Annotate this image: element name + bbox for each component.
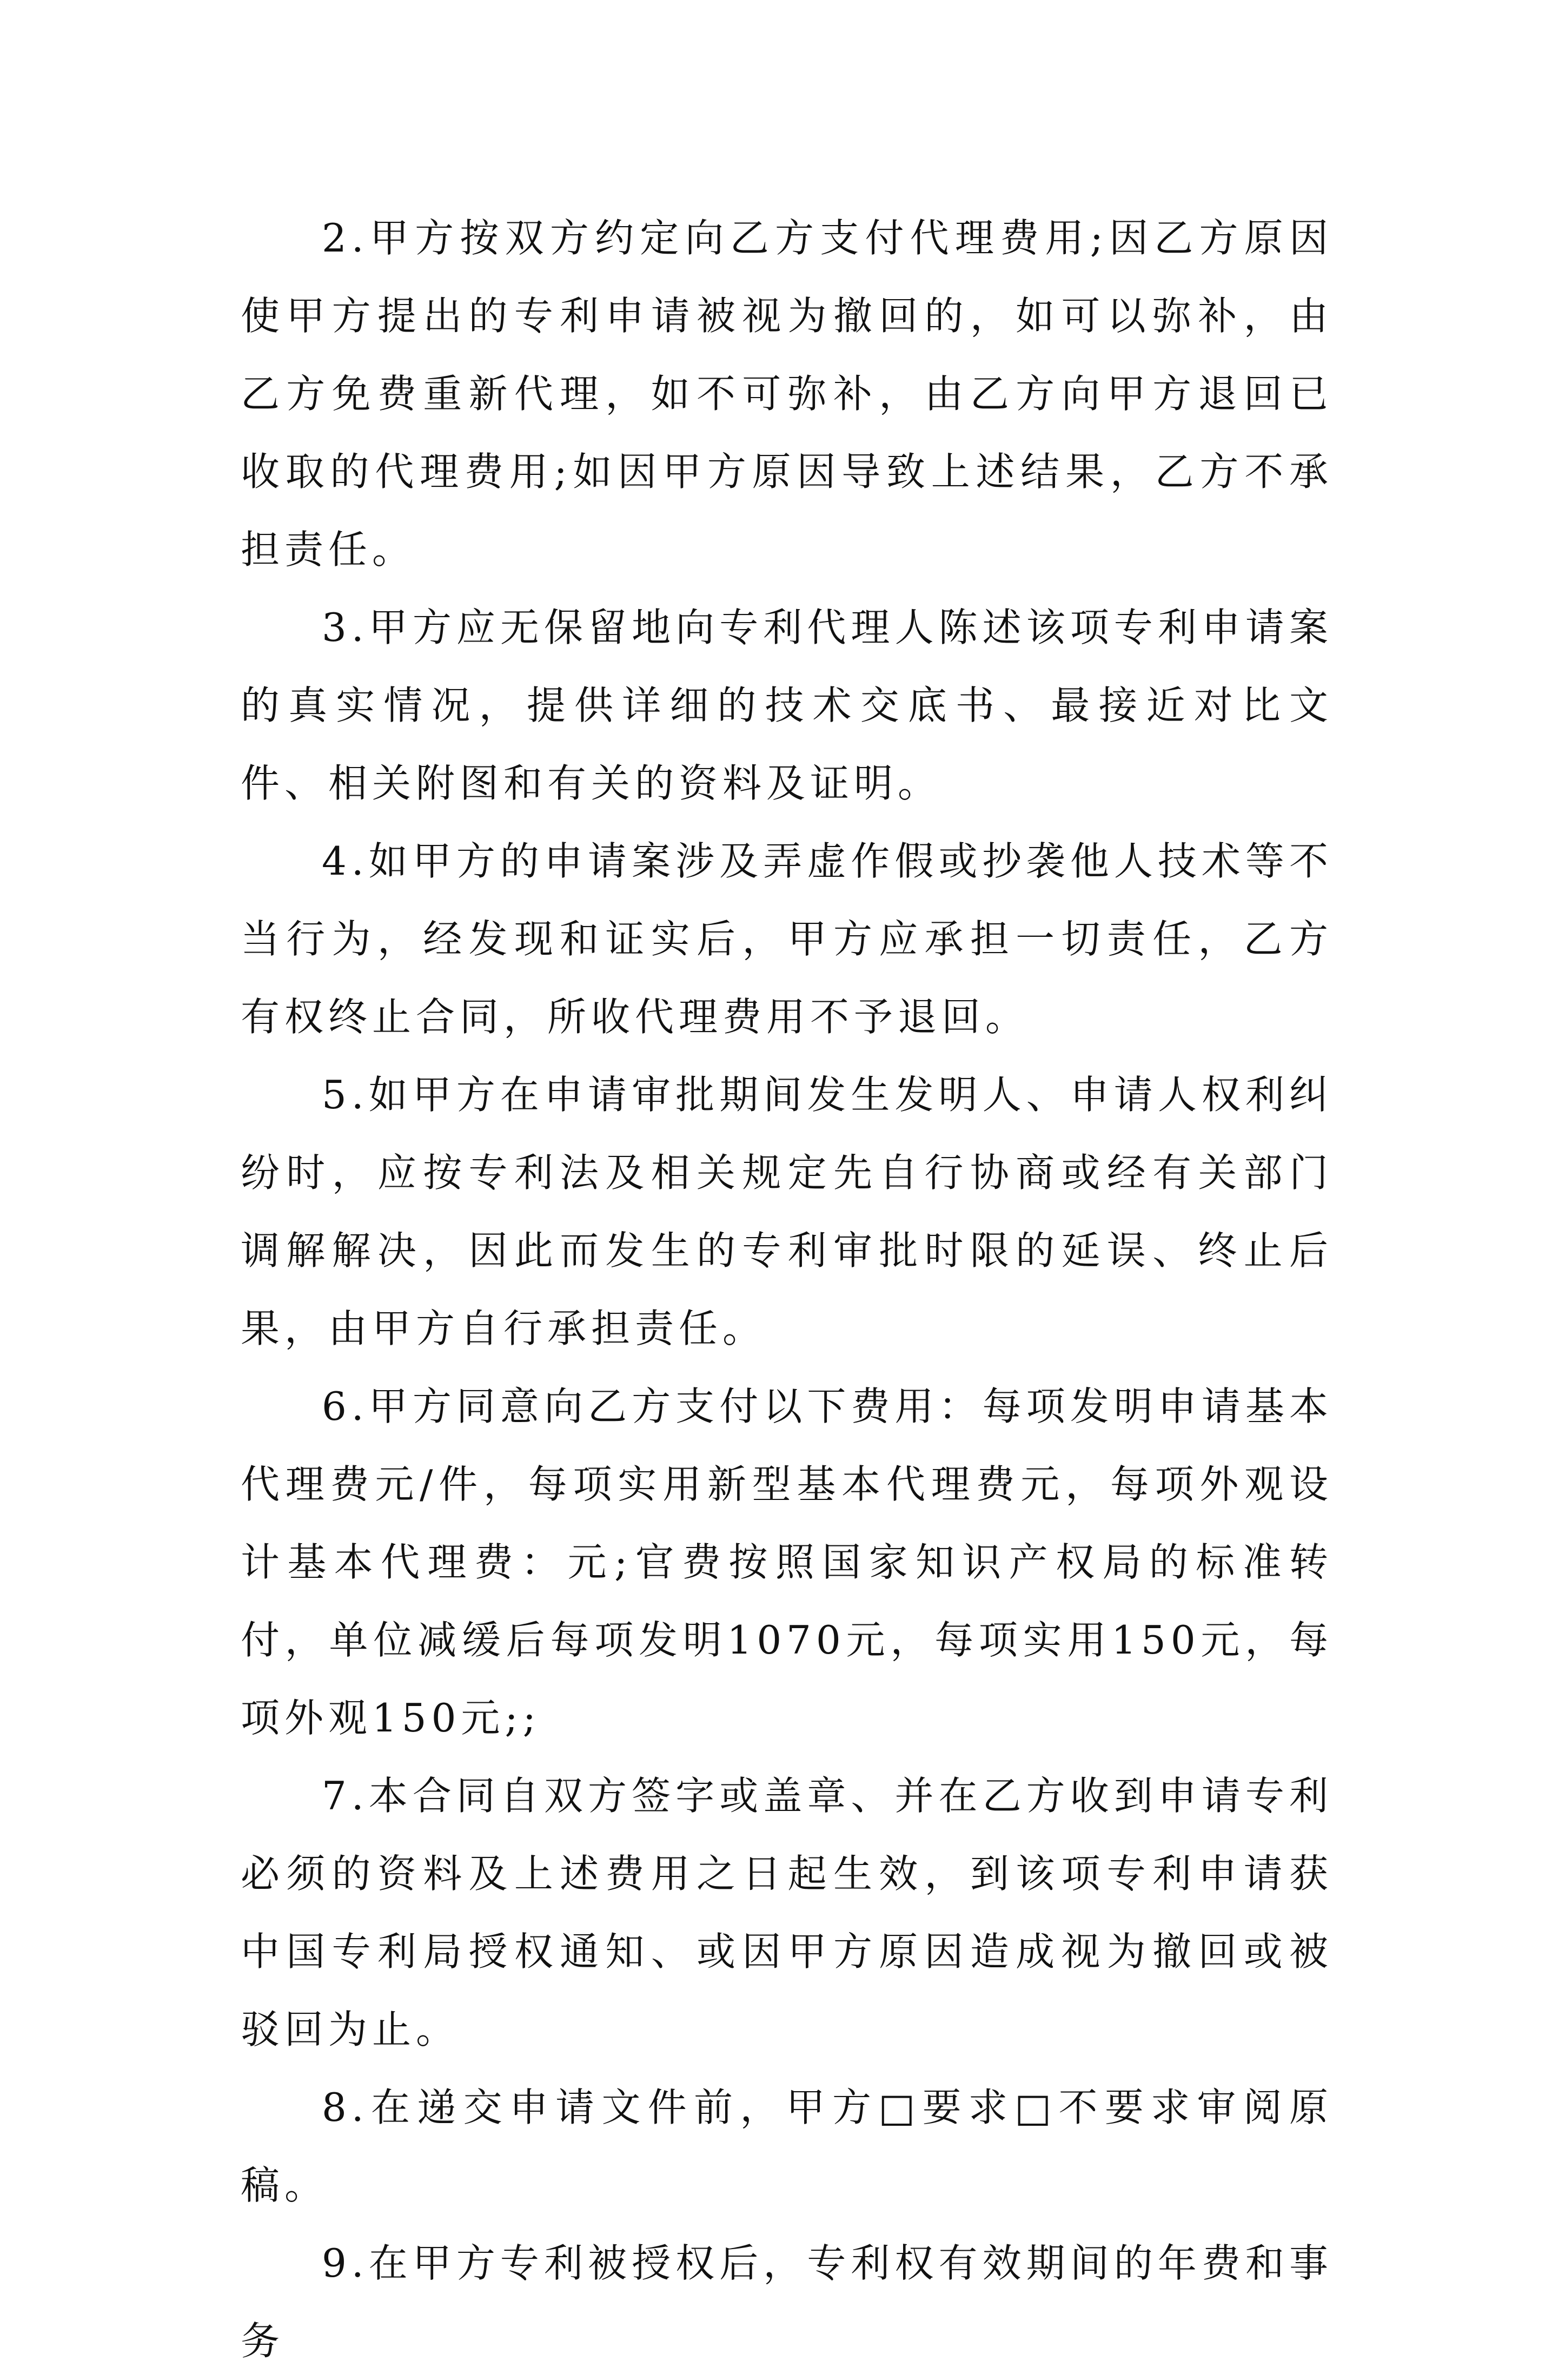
clause-3: 3.甲方应无保留地向专利代理人陈述该项专利申请案的真实情况，提供详细的技术交底书、最接近对比文件、相关附图和有关的资料及证明。 — [241, 605, 1333, 806]
contract-body — [241, 199, 1333, 2380]
clause-7: 7.本合同自双方签字或盖章、并在乙方收到申请专利必须的资料及上述费用之日起生效，到该项专利申请获中国专利局授权通知、或因甲方原因造成视为撤回或被驳回为止。 — [241, 1773, 1333, 2052]
clause-5: 5.如甲方在申请审批期间发生发明人、申请人权利纠纷时，应按专利法及相关规定先自行协商或经有关部门调解解决，因此而发生的专利审批时限的延误、终止后果，由甲方自行承担责任。 — [241, 1072, 1333, 1351]
clause-4: 4.如甲方的申请案涉及弄虚作假或抄袭他人技术等不当行为，经发现和证实后，甲方应承担一切责任，乙方有权终止合同，所收代理费用不予退回。 — [241, 838, 1333, 1040]
clause-2: 2.甲方按双方约定向乙方支付代理费用;因乙方原因使甲方提出的专利申请被视为撤回的，如可以弥补，由乙方免费重新代理，如不可弥补，由乙方向甲方退回已收取的代理费用;如因甲方原因导致上述结果，乙方不承担责任。 — [241, 215, 1333, 572]
clause-6: 6.甲方同意向乙方支付以下费用：每项发明申请基本代理费元/件，每项实用新型基本代理费元，每项外观设计基本代理费：元;官费按照国家知识产权局的标准转付，单位减缓后每项发明1070元，每项实用150元，每项外观150元;; — [241, 1384, 1333, 1741]
clause-9: 9.在甲方专利被授权后，专利权有效期间的年费和事务 — [241, 2240, 1333, 2364]
clause-8: 8.在递交申请文件前，甲方□要求□不要求审阅原稿。 — [241, 2085, 1333, 2208]
